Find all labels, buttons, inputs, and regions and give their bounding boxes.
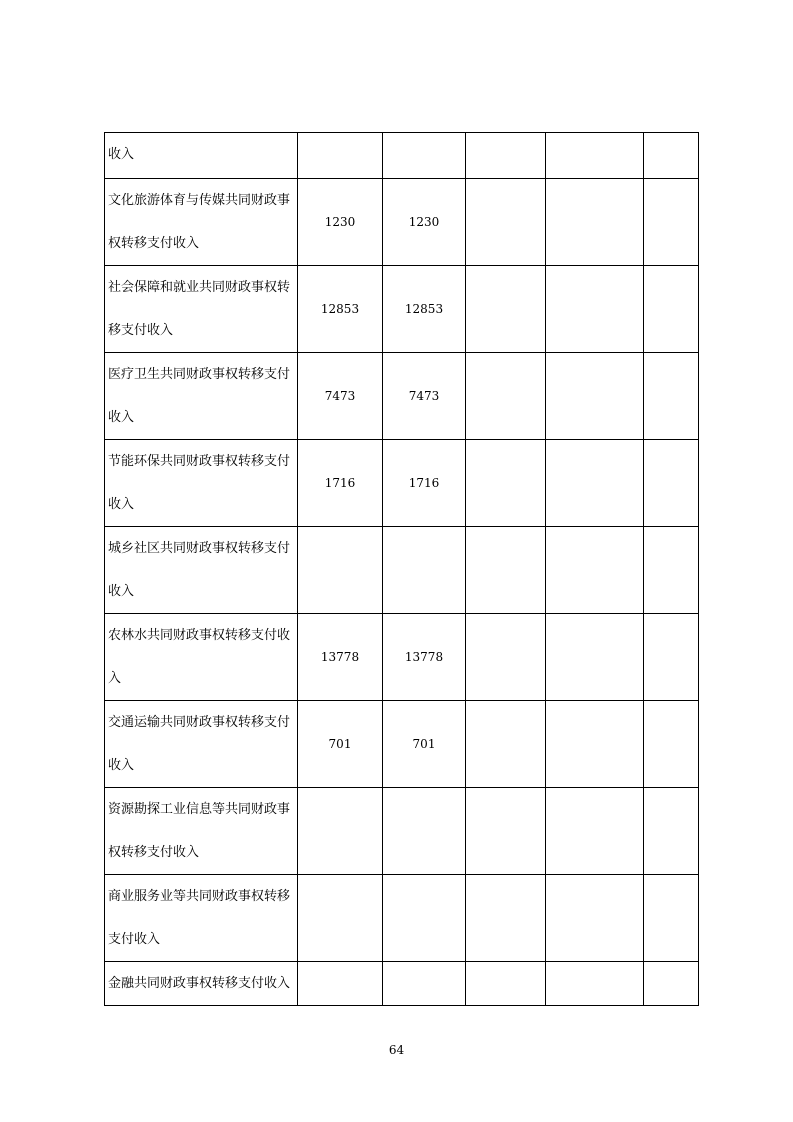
cell-value [546,266,644,353]
row-label: 收入 [105,133,298,179]
cell-value [298,133,383,179]
cell-value [383,133,466,179]
cell-value [644,133,699,179]
row-label: 文化旅游体育与传媒共同财政事权转移支付收入 [105,179,298,266]
table-row [105,701,699,788]
cell-value [383,788,466,875]
row-label: 社会保障和就业共同财政事权转移支付收入 [105,266,298,353]
cell-value [546,179,644,266]
cell-value [546,133,644,179]
cell-value [466,614,546,701]
transfer-payment-table [104,132,699,1006]
row-label: 医疗卫生共同财政事权转移支付收入 [105,353,298,440]
cell-value [466,179,546,266]
row-label: 农林水共同财政事权转移支付收入 [105,614,298,701]
table-row [105,440,699,527]
cell-value [644,266,699,353]
cell-value [466,788,546,875]
cell-value [644,962,699,1006]
cell-value [546,788,644,875]
cell-value [644,527,699,614]
cell-value [546,962,644,1006]
cell-value [466,527,546,614]
cell-value [644,440,699,527]
cell-value [644,614,699,701]
cell-value: 1230 [298,179,383,266]
cell-value [644,875,699,962]
cell-value [466,875,546,962]
row-label: 节能环保共同财政事权转移支付收入 [105,440,298,527]
cell-value: 12853 [298,266,383,353]
row-label: 商业服务业等共同财政事权转移支付收入 [105,875,298,962]
cell-value [644,701,699,788]
cell-value: 7473 [298,353,383,440]
cell-value [546,701,644,788]
cell-value [466,266,546,353]
cell-value [466,133,546,179]
table-row [105,133,699,179]
cell-value [298,962,383,1006]
cell-value [466,353,546,440]
cell-value [298,875,383,962]
row-label: 城乡社区共同财政事权转移支付收入 [105,527,298,614]
table-row [105,353,699,440]
cell-value [383,527,466,614]
cell-value [383,962,466,1006]
page-number: 64 [388,1043,405,1057]
table-row [105,527,699,614]
cell-value [546,353,644,440]
table-row [105,962,699,1006]
table-row [105,614,699,701]
cell-value [546,875,644,962]
cell-value [644,179,699,266]
cell-value [546,614,644,701]
cell-value [383,875,466,962]
table-row [105,788,699,875]
cell-value: 701 [383,701,466,788]
row-label: 交通运输共同财政事权转移支付收入 [105,701,298,788]
cell-value: 1716 [383,440,466,527]
cell-value: 13778 [383,614,466,701]
cell-value [644,788,699,875]
table-row [105,875,699,962]
row-label: 金融共同财政事权转移支付收入 [105,962,298,1006]
cell-value [466,701,546,788]
cell-value [546,527,644,614]
row-label: 资源勘探工业信息等共同财政事权转移支付收入 [105,788,298,875]
table-row [105,179,699,266]
cell-value: 701 [298,701,383,788]
cell-value: 12853 [383,266,466,353]
cell-value [466,440,546,527]
cell-value [298,788,383,875]
cell-value: 13778 [298,614,383,701]
cell-value: 1230 [383,179,466,266]
table-row [105,266,699,353]
cell-value [546,440,644,527]
cell-value [644,353,699,440]
cell-value [298,527,383,614]
cell-value: 7473 [383,353,466,440]
cell-value [466,962,546,1006]
cell-value: 1716 [298,440,383,527]
